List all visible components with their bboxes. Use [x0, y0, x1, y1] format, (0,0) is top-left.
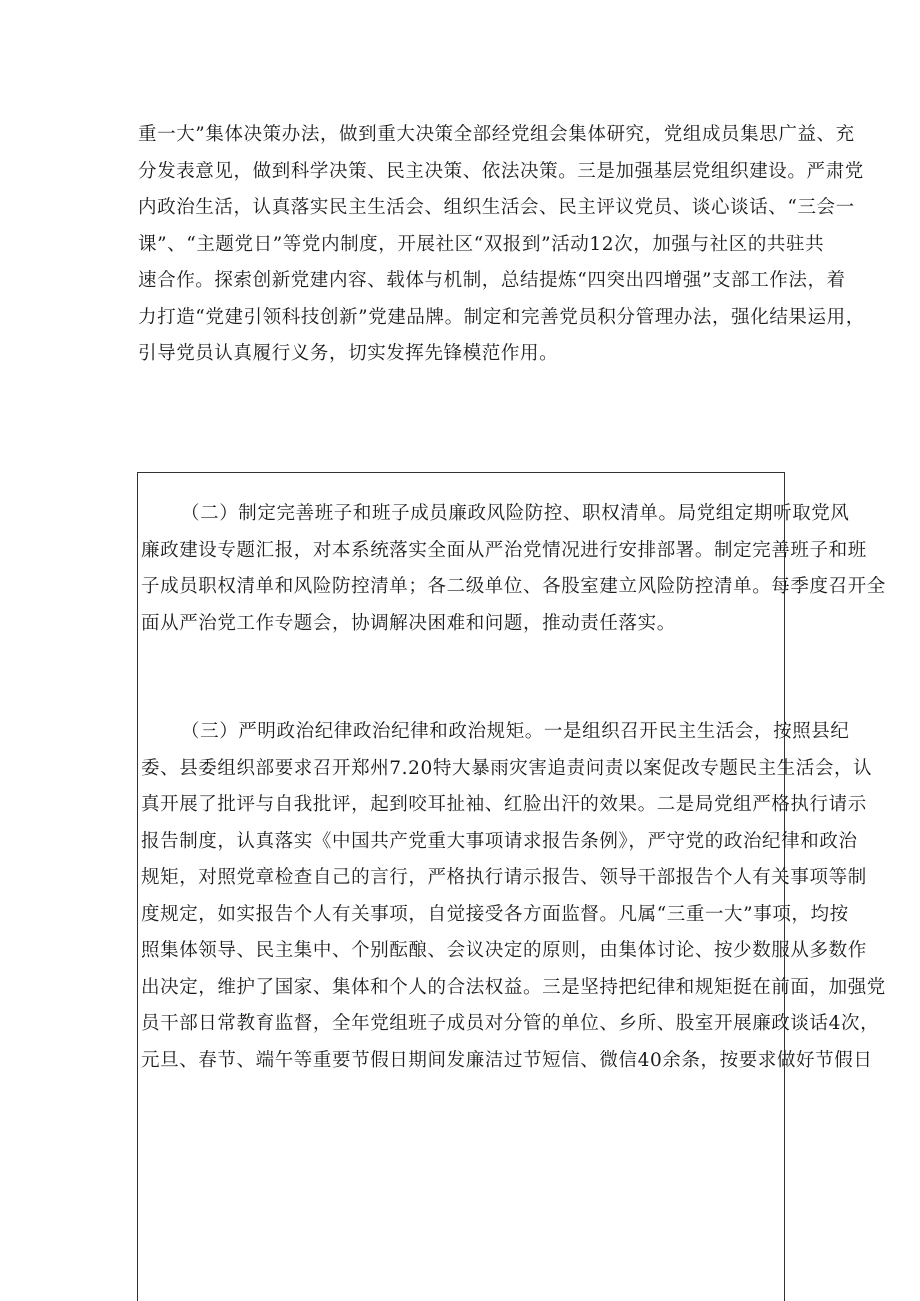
paragraph-line: 内政治生活，认真落实民主生活会、组织生活会、民主评议党员、谈心谈话、“三会一: [138, 197, 855, 218]
paragraph-line: 速合作。探索创新党建内容、载体与机制，总结提炼“四突出四增强”支部工作法，着: [138, 270, 846, 291]
paragraph-line: 力打造“党建引领科技创新”党建品牌。制定和完善党员积分管理办法，强化结果运用，: [138, 306, 865, 328]
section-three-paragraph: [138, 714, 886, 1079]
paragraph-line: 真开展了批评与自我批评，起到咬耳扯袖、红脸出汗的效果。二是局党组严格执行请示: [141, 794, 867, 815]
paragraph-line: 子成员职权清单和风险防控清单；各二级单位、各股室建立风险防控清单。每季度召开全: [141, 576, 886, 597]
paragraph-line: 规矩，对照党章检查自己的言行，严格执行请示报告、领导干部报告个人有关事项等制: [141, 867, 867, 888]
paragraph-line: 委、县委组织部要求召开郑州7.20特大暴雨灾害追责问责以案促改专题民主生活会，认: [141, 757, 873, 779]
paragraph-line: 分发表意见，做到科学决策、民主决策、依法决策。三是加强基层党组织建设。严肃党: [138, 160, 864, 182]
paragraph-line: 课”、“主题党日”等党内制度，开展社区“双报到”活动12次，加强与社区的共驻共: [138, 233, 825, 255]
paragraph-line: 廉政建设专题汇报，对本系统落实全面从严治党情况进行安排部署。制定完善班子和班: [141, 539, 867, 561]
section-two-paragraph: [138, 496, 886, 642]
paragraph-line: 度规定，如实报告个人有关事项，自觉接受各方面监督。凡属“三重一大”事项，均按: [141, 903, 849, 925]
paragraph-line: 员干部日常教育监督，全年党组班子成员对分管的单位、乡所、股室开展廉政谈话4次，: [141, 1013, 880, 1034]
paragraph-line: （三）严明政治纪律政治纪律和政治规矩。一是组织召开民主生活会，按照县纪: [181, 721, 850, 742]
paragraph-line: 重一大”集体决策办法，做到重大决策全部经党组会集体研究，党组成员集思广益、充: [138, 124, 855, 145]
paragraph-line: 出决定，维护了国家、集体和个人的合法权益。三是坚持把纪律和规矩挺在前面，加强党: [141, 976, 886, 998]
paragraph-line: 照集体领导、民主集中、个别酝酿、会议决定的原则，由集体讨论、按少数服从多数作: [141, 940, 867, 961]
continued-paragraph: [138, 117, 865, 373]
paragraph-line: （二）制定完善班子和班子成员廉政风险防控、职权清单。局党组定期听取党风: [181, 503, 850, 524]
paragraph-line: 引导党员认真履行义务，切实发挥先锋模范作用。: [138, 343, 559, 364]
paragraph-line: 面从严治党工作专题会，协调解决困难和问题，推动责任落实。: [141, 612, 676, 634]
paragraph-line: 元旦、春节、端午等重要节假日期间发廉洁过节短信、微信40余条，按要求做好节假日: [141, 1049, 873, 1071]
bordered-table-cell: [137, 472, 886, 1301]
paragraph-line: 报告制度，认真落实《中国共产党重大事项请求报告条例》，严守党的政治纪律和政治: [141, 830, 858, 852]
